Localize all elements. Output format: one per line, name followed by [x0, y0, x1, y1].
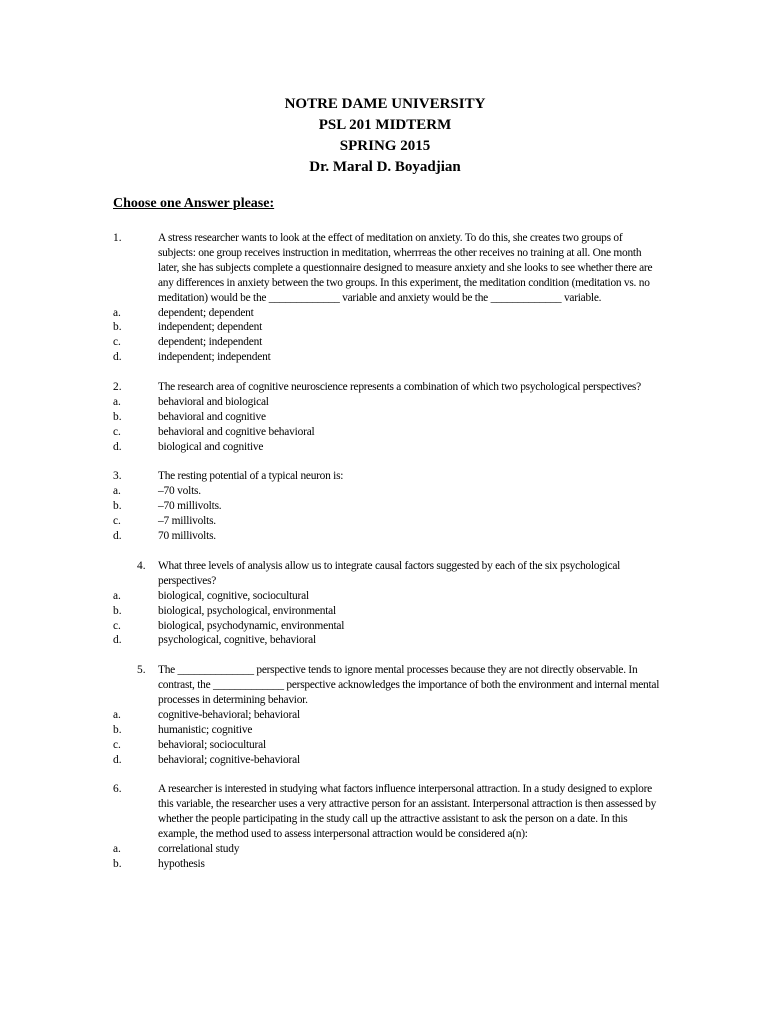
- option-text: behavioral; sociocultural: [158, 738, 266, 751]
- option-c[interactable]: [0, 425, 770, 440]
- option-text: biological, psychological, environmental: [158, 604, 336, 617]
- option-text: –7 millivolts.: [158, 515, 216, 528]
- semester: SPRING 2015: [339, 138, 431, 154]
- question-number: 4.: [137, 559, 146, 572]
- option-a[interactable]: [0, 842, 770, 857]
- option-letter: c.: [113, 336, 121, 349]
- option-letter: d.: [113, 530, 122, 543]
- option-c[interactable]: [0, 335, 770, 350]
- option-b[interactable]: [0, 410, 770, 425]
- option-a[interactable]: [0, 395, 770, 410]
- question-number: 2.: [113, 381, 122, 394]
- option-text: correlational study: [158, 843, 240, 856]
- option-text: dependent; dependent: [158, 306, 254, 319]
- option-letter: a.: [113, 395, 121, 408]
- option-letter: a.: [113, 306, 121, 319]
- option-text: humanistic; cognitive: [158, 723, 253, 736]
- option-text: –70 millivolts.: [158, 500, 222, 513]
- option-letter: a.: [113, 589, 121, 602]
- question-text: The resting potential of a typical neuron is:: [158, 470, 344, 483]
- option-b[interactable]: [0, 723, 770, 738]
- question-number: 1.: [113, 232, 122, 244]
- course-title: PSL 201 MIDTERM: [318, 117, 452, 133]
- question-text: What three levels of analysis allow us to integrate causal factors suggested by each of the six psychological perspectives?: [158, 559, 621, 587]
- option-text: hypothesis: [158, 857, 205, 870]
- instruction-heading: Choose one Answer please:: [113, 196, 275, 211]
- exam-header: [0, 94, 770, 178]
- option-text: cognitive-behavioral; behavioral: [158, 708, 300, 721]
- option-letter: a.: [113, 485, 121, 498]
- option-text: psychological, cognitive, behavioral: [158, 634, 316, 647]
- question-4: [0, 559, 770, 648]
- option-d[interactable]: [0, 753, 770, 768]
- option-letter: a.: [113, 708, 121, 721]
- question-text: A stress researcher wants to look at the effect of meditation on anxiety. To do this, she creates two groups of subjects: one group receives instruction in meditation, wherrreas the other receives no training at all. One month later, she has subjects complete a questionnaire designed to measure anxiety and she looks to see whether there are any differences in anxiety between the two groups. In this experiment, the meditation condition (meditation vs. no meditation) would be the _____________ variable and anxiety would be the _____________ variable.: [158, 232, 653, 304]
- option-letter: b.: [113, 723, 122, 736]
- option-letter: c.: [113, 425, 121, 438]
- option-b[interactable]: [0, 857, 770, 872]
- option-text: biological and cognitive: [158, 440, 264, 453]
- option-letter: d.: [113, 634, 122, 647]
- question-5: [0, 663, 770, 767]
- option-text: behavioral and cognitive behavioral: [158, 425, 315, 438]
- option-letter: c.: [113, 515, 121, 528]
- option-text: biological, psychodynamic, environmental: [158, 619, 345, 632]
- option-b[interactable]: [0, 604, 770, 619]
- option-c[interactable]: [0, 619, 770, 634]
- option-d[interactable]: [0, 350, 770, 365]
- option-text: 70 millivolts.: [158, 530, 216, 543]
- option-b[interactable]: [0, 499, 770, 514]
- question-number: 6.: [113, 783, 122, 796]
- option-a[interactable]: [0, 306, 770, 321]
- option-c[interactable]: [0, 738, 770, 753]
- option-text: independent; dependent: [158, 321, 263, 334]
- question-2: [0, 380, 770, 455]
- question-6: [0, 782, 770, 871]
- university-name: NOTRE DAME UNIVERSITY: [284, 96, 486, 112]
- option-b[interactable]: [0, 320, 770, 335]
- option-letter: c.: [113, 619, 121, 632]
- option-d[interactable]: [0, 633, 770, 648]
- question-text: A researcher is interested in studying what factors influence interpersonal attraction. In a study designed to explore this variable, the researcher uses a very attractive person for an assistant. Interpersonal attraction is then assessed by whether the people participating in the study call up the attractive assistant to ask the person on a date. In this example, the method used to assess interpersonal attraction would be considered a(n):: [158, 783, 657, 841]
- option-a[interactable]: [0, 708, 770, 723]
- option-text: dependent; independent: [158, 336, 263, 349]
- option-letter: d.: [113, 440, 122, 453]
- question-number: 5.: [137, 664, 146, 677]
- option-a[interactable]: [0, 589, 770, 604]
- option-text: independent; independent: [158, 351, 271, 364]
- option-letter: b.: [113, 410, 122, 423]
- option-letter: c.: [113, 738, 121, 751]
- option-letter: a.: [113, 843, 121, 856]
- option-letter: b.: [113, 321, 122, 334]
- option-d[interactable]: [0, 529, 770, 544]
- question-number: 3.: [113, 470, 122, 483]
- question-text: The ______________ perspective tends to ignore mental processes because they are not directly observable. In contrast, the _____________ perspective acknowledges the importance of both the environment and internal mental processes in determining behavior.: [158, 664, 660, 707]
- option-text: behavioral; cognitive-behavioral: [158, 753, 300, 766]
- question-3: [0, 469, 770, 544]
- question-text: The research area of cognitive neuroscience represents a combination of which two psychological perspectives?: [158, 381, 641, 394]
- option-text: behavioral and biological: [158, 395, 269, 408]
- option-text: biological, cognitive, sociocultural: [158, 589, 309, 602]
- option-letter: b.: [113, 604, 122, 617]
- option-letter: d.: [113, 753, 122, 766]
- question-list: [0, 231, 770, 887]
- option-text: behavioral and cognitive: [158, 410, 266, 423]
- instructor-name: Dr. Maral D. Boyadjian: [309, 159, 461, 175]
- option-letter: b.: [113, 857, 122, 870]
- option-letter: b.: [113, 500, 122, 513]
- option-d[interactable]: [0, 440, 770, 455]
- option-c[interactable]: [0, 514, 770, 529]
- option-letter: d.: [113, 351, 122, 364]
- option-a[interactable]: [0, 484, 770, 499]
- option-text: –70 volts.: [158, 485, 201, 498]
- question-1: [0, 231, 770, 365]
